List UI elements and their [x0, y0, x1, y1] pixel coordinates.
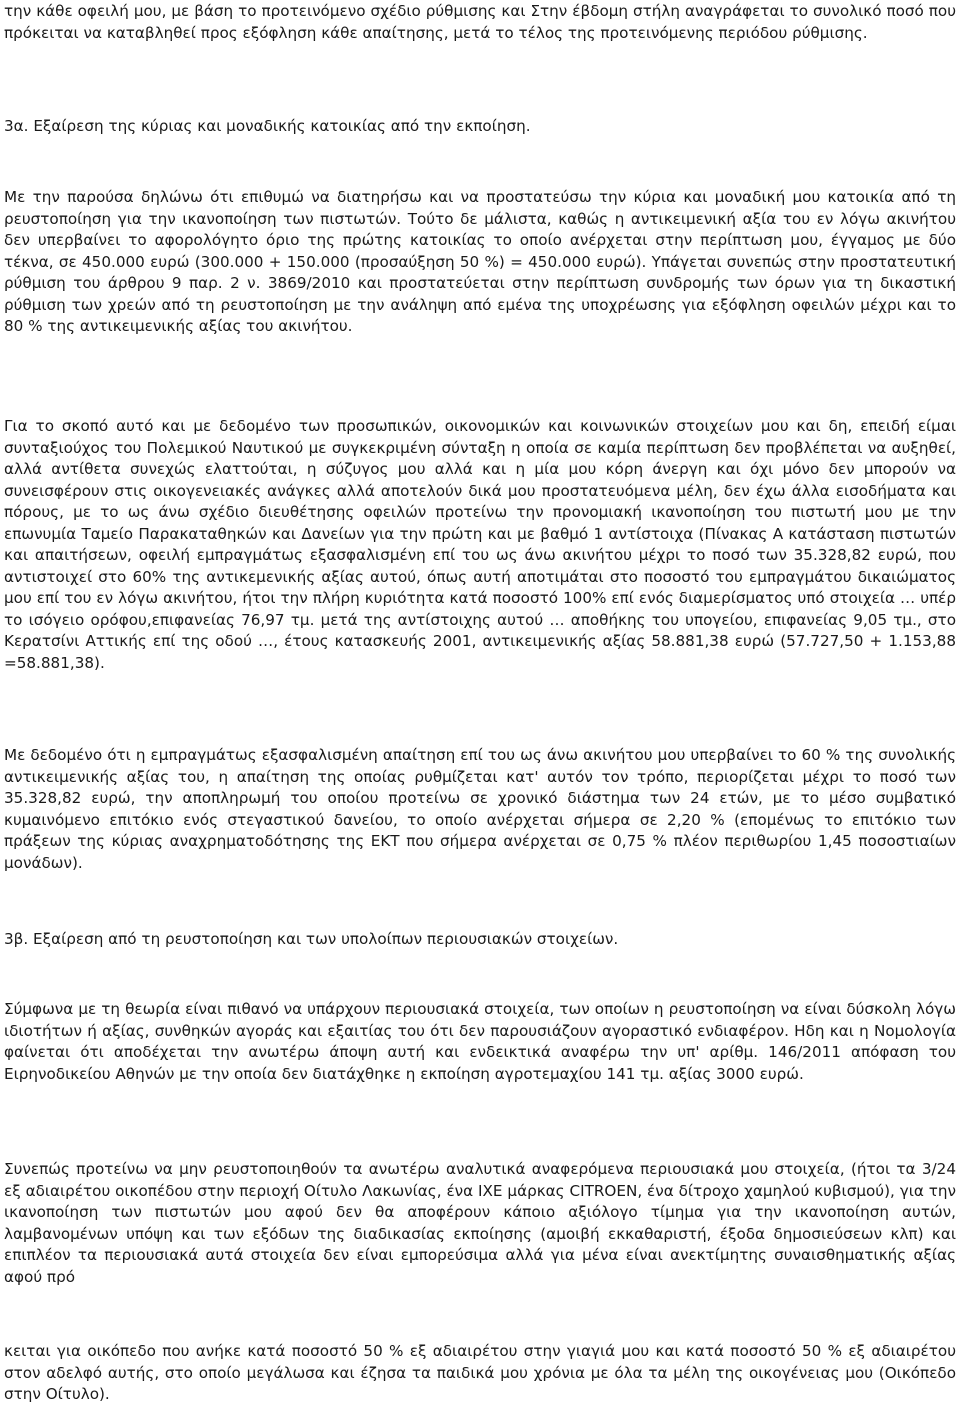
- section-3b-paragraph: Σύμφωνα με τη θεωρία είναι πιθανό να υπάρχουν περιουσιακά στοιχεία, των οποίων η ρευστοποίηση να είναι δύσκολη λόγω ιδιοτήτων ή αξίας, συνθηκών αγοράς και εξαιτίας του ότι δεν παρουσιάζουν αγοραστικό ενδιαφέρον. Ηδη και η Νομολογία φαίνεται ότι αποδέχεται την ανωτέρω άποψη αυτή και ενδεικτικά αναφέρω την υπ' αρίθμ. 146/2011 απόφαση του Ειρηνοδικείου Αθηνών με την οποία δεν διατάχθηκε η εκποίηση αγροτεμαχίου 141 τμ. αξίας 3000 ευρώ.: [4, 1000, 956, 1083]
- section-3b-heading: 3β. Εξαίρεση από τη ρευστοποίηση και των υπολοίπων περιουσιακών στοιχείων.: [4, 930, 619, 948]
- section-3a-heading: 3α. Εξαίρεση της κύριας και μοναδικής κατοικίας από την εκποίηση.: [4, 117, 531, 135]
- purpose-paragraph: Για το σκοπό αυτό και με δεδομένο των προσωπικών, οικονομικών και κοινωνικών στοιχείων μου και δη, επειδή είμαι συνταξιούχος του Πολεμικού Ναυτικού με συγκεκριμένη σύνταξη η οποία σε καμία περίπτωση δεν προβλέπεται να αυξηθεί, αλλά αντίθετα συνεχώς ελαττούται, η σύζυγος μου αλλά και η μία μου κόρη άνεργη και όχι μόνο δεν μπορούν να συνεισφέρουν στις οικογενειακές ανάγκες αλλά αποτελούν δικά μου προστατευόμενα μέλη, δεν έχω άλλα εισοδήματα και πόρους, με το ως άνω σχέδιο διευθέτησης οφειλών προτείνω την προνομιακή ικανοποίηση του πιστωτή μου με την επωνυμία Ταμείο Παρακαταθηκών και Δανείων για την πρώτη και με βαθμό 1 αντίστοιχα (Πίνακας Α κατάσταση πιστωτών και απαιτήσεων, οφειλή εμπραγμάτως εξασφαλισμένη επί του ως άνω ακινήτου μέχρι το ποσό των 35.328,82 ευρώ, που αντιστοιχεί στο 60% της αντικεμενικής αξίας αυτού, όπως αυτή αποτιμάται στο ποσοστό του εμπραγμάτου δικαιώματος μου επί του εν λόγω ακινήτου, ήτοι την πλήρη κυριότητα κατά ποσοστό 100% επί ενός διαμερίσματος υπό στοιχεία … υπέρ το ισόγειο ορόφου,επιφανείας 76,97 τμ. μετά της αντίστοιχης αυτού … αποθήκης του υπογείου, επιφανείας 9,05 τμ., στο Κερατσίνι Αττικής επί της οδού …, έτους κατασκευής 2001, αντικειμενικής αξίας 58.881,38 ευρώ (57.727,50 + 1.153,88 =58.881,38).: [4, 417, 956, 672]
- final-paragraph: κειται για οικόπεδο που ανήκε κατά ποσοστό 50 % εξ αδιαιρέτου στην γιαγιά μου και κατά ποσοστό 50 % εξ αδιαιρέτου στον αδελφό αυτής, στο οποίο μεγάλωσα και έζησα τα παιδικά μου χρόνια με όλα τα μέλη της οικογένειας μου (Οικόπεδο στην Οίτυλο).: [4, 1342, 956, 1403]
- secured-debt-paragraph: Με δεδομένο ότι η εμπραγμάτως εξασφαλισμένη απαίτηση επί του ως άνω ακινήτου μου υπερβαίνει το 60 % της συνολικής αντικειμενικής αξίας του, η απαίτηση της οποίας ρυθμίζεται κατ' αυτόν τον τρόπο, περιορίζεται μέχρι το ποσό των 35.328,82 ευρώ, την αποπληρωμή του οποίου προτείνω σε χρονικό διάστημα των 24 ετών, με το μέσο συμβατικό κυμαινόμενο επιτόκιο ενός στεγαστικού δανείου, το οποίο ανέρχεται σήμερα σε 2,20 % (επομένως το επιτόκιο των πράξεων της κύριας αναχρηματοδότησης της ΕΚΤ που σήμερα ανέρχεται σε 0,75 % πλέον περιθωρίου 1,45 ποσοστιαίων μονάδων).: [4, 746, 956, 872]
- intro-paragraph: την κάθε οφειλή μου, με βάση το προτεινόμενο σχέδιο ρύθμισης και Στην έβδομη στήλη αναγράφεται το συνολικό ποσό που πρόκειται να καταβληθεί προς εξόφληση κάθε απαίτησης, μετά το τέλος της προτεινόμενης περιόδου ρύθμισης.: [4, 2, 956, 42]
- section-3a-paragraph: Με την παρούσα δηλώνω ότι επιθυμώ να διατηρήσω και να προστατεύσω την κύρια και μοναδική μου κατοικία από τη ρευστοποίηση για την ικανοποίηση των πιστωτών. Τούτο δε μάλιστα, καθώς η αντικειμενική αξία του εν λόγω ακινήτου δεν υπερβαίνει το αφορολόγητο όριο της πρώτης κατοικίας το οποίο ανέρχεται στην περίπτωση μου, έγγαμος με δύο τέκνα, σε 450.000 ευρώ (300.000 + 150.000 (προσαύξηση 50 %) = 450.000 ευρώ). Υπάγεται συνεπώς στην προστατευτική ρύθμιση του άρθρου 9 παρ. 2 ν. 3869/2010 και προστατεύεται στην περίπτωση συνδρομής των όρων για τη δικαστική ρύθμιση των χρεών από τη ρευστοποίηση με την ανάληψη από εμένα της υποχρέωσης για εξόφληση οφειλών μέχρι και το 80 % της αντικειμενικής αξίας του ακινήτου.: [4, 188, 956, 335]
- proposal-paragraph: Συνεπώς προτείνω να μην ρευστοποιηθούν τα ανωτέρω αναλυτικά αναφερόμενα περιουσιακά μου στοιχεία, (ήτοι τα 3/24 εξ αδιαιρέτου οικοπέδου στην περιοχή Οίτυλο Λακωνίας, ένα ΙΧΕ μάρκας CITROEN, ένα δίτροχο χαμηλού κυβισμού), για την ικανοποίηση των πιστωτών μου αφού δεν θα αποφέρουν κάποιο αξιόλογο τίμημα για την ικανοποίηση αυτών, λαμβανομένων υπόψη και των εξόδων της διαδικασίας εκποίησης (αμοιβή εκκαθαριστή, έξοδα δημοσιεύσεων κλπ) και επιπλέον τα περιουσιακά αυτά στοιχεία δεν είναι εμπορεύσιμα αλλά για μένα είναι ανεκτίμητης συναισθηματικής αξίας αφού πρό: [4, 1160, 956, 1286]
